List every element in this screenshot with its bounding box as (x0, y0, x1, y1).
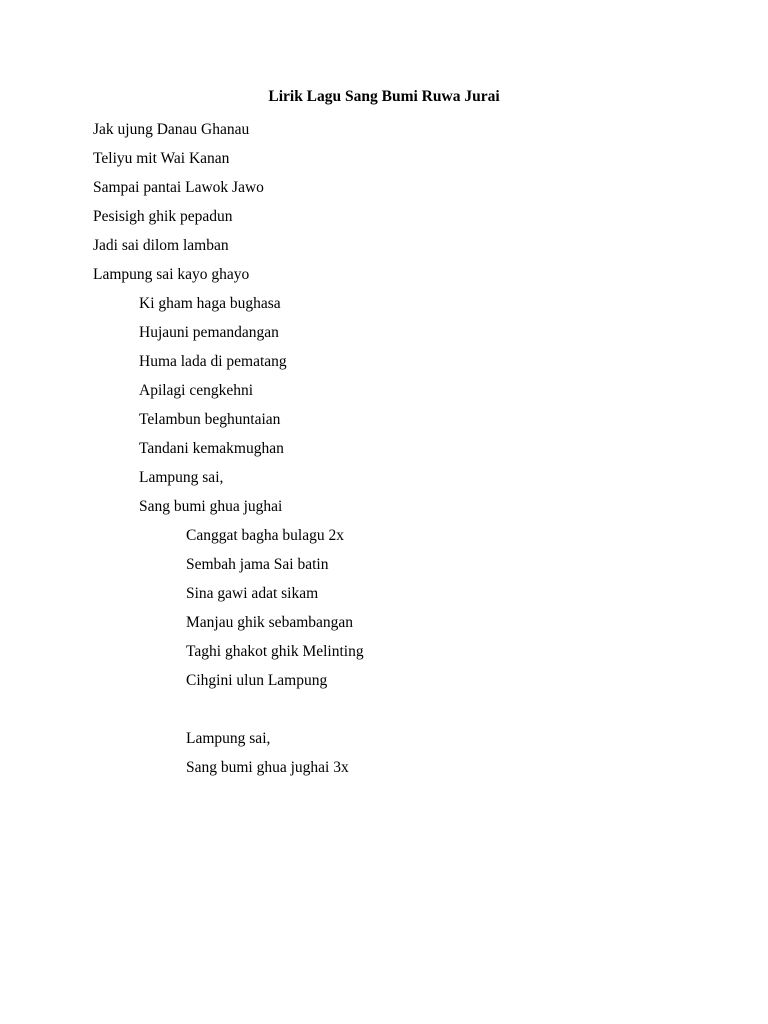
lyric-line: Lampung sai, (186, 730, 271, 747)
lyric-line: Apilagi cengkehni (139, 382, 254, 399)
lyric-line: Sembah jama Sai batin (186, 556, 329, 573)
lyric-line: Manjau ghik sebambangan (186, 614, 354, 631)
lyric-line: Cihgini ulun Lampung (186, 672, 328, 689)
lyric-line: Teliyu mit Wai Kanan (93, 150, 230, 167)
blank-line (93, 700, 364, 729)
lyric-line: Pesisigh ghik pepadun (93, 208, 233, 225)
lyric-line: Sina gawi adat sikam (186, 585, 319, 602)
lyric-line: Jadi sai dilom lamban (93, 237, 229, 254)
lyric-line: Telambun beghuntaian (139, 411, 281, 428)
lyric-line: Jak ujung Danau Ghanau (93, 121, 250, 138)
lyric-line: Sampai pantai Lawok Jawo (93, 179, 264, 196)
lyric-line: Lampung sai, (139, 469, 224, 486)
lyric-line: Tandani kemakmughan (139, 440, 284, 457)
lyric-line: Hujauni pemandangan (139, 324, 279, 341)
lyrics-list (93, 120, 364, 787)
lyric-line: Canggat bagha bulagu 2x (186, 527, 344, 544)
lyric-line: Ki gham haga bughasa (139, 295, 281, 312)
lyric-line: Huma lada di pematang (139, 353, 287, 370)
lyric-line: Taghi ghakot ghik Melinting (186, 643, 364, 660)
lyric-line: Lampung sai kayo ghayo (93, 266, 250, 283)
document-title: Lirik Lagu Sang Bumi Ruwa Jurai (268, 88, 500, 105)
lyric-line: Sang bumi ghua jughai (139, 498, 283, 515)
lyric-line: Sang bumi ghua jughai 3x (186, 759, 349, 776)
